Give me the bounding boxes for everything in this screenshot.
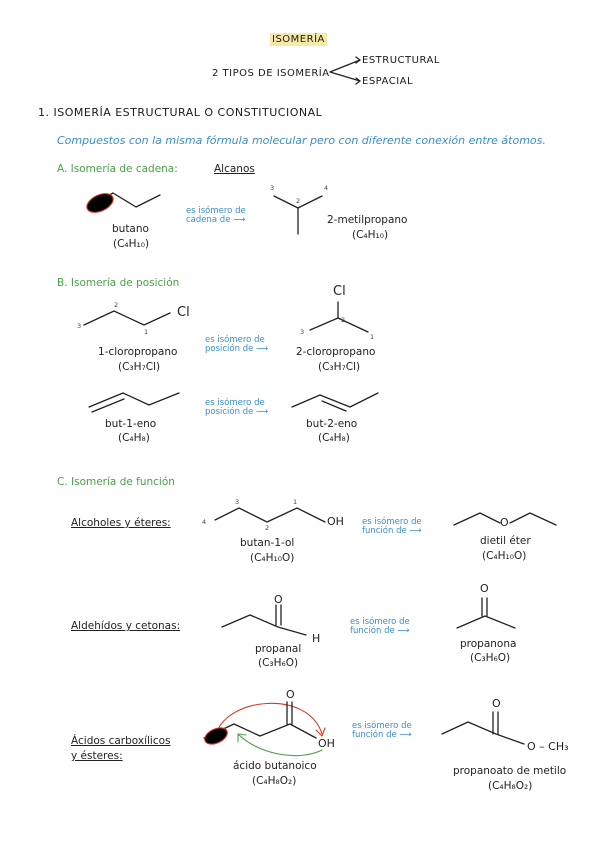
num: 4 [202,518,207,526]
butene1-formula: (C₄H₈) [118,432,150,444]
butane-name: butano [112,223,149,235]
num: 3 [300,328,305,336]
oxygen-label: O [480,582,489,595]
oxygen-label: O [286,688,295,701]
propanal-name: propanal [255,643,302,655]
num: 2 [114,301,119,309]
ester-group-label: O – CH₃ [527,740,569,753]
num: 2 [296,197,301,205]
a-class: Alcanos [214,163,255,175]
section-heading: 1. ISOMERÍA ESTRUCTURAL O CONSTITUCIONAL [38,106,323,119]
oxygen-label: O [274,593,283,606]
butanoic-acid-formula: (C₄H₈O₂) [252,775,297,787]
num: 1 [293,498,298,506]
butanoic-acid-name: ácido butanoico [233,760,317,772]
num: 1 [144,328,149,336]
oxygen-label: O [500,516,509,529]
aldehydes-ketones-label: Aldehídos y cetonas: [71,620,181,632]
definition: Compuestos con la misma fórmula molecular pero con diferente conexión entre átomos. [57,134,546,147]
chloropropane2-name: 2-cloropropano [296,346,376,358]
chloropropane2-formula: (C₃H₇Cl) [318,361,361,373]
num: 3 [235,498,240,506]
hydrogen-label: H [312,632,321,645]
b2-isomer-note: es isómero de posición de ⟶ [205,398,269,417]
butene1-name: but-1-eno [105,418,157,430]
propanone-name: propanona [460,638,517,650]
type-structural: ESTRUCTURAL [362,55,440,66]
a-heading: A. Isomería de cadena: [57,163,178,175]
diethylether-name: dietil éter [480,535,531,547]
propanal-formula: (C₃H₆O) [258,657,299,669]
propanone-formula: (C₃H₆O) [470,652,511,664]
hydroxyl-label: OH [327,515,344,528]
chlorine-label: Cl [177,305,190,320]
oxygen-label: O [492,697,501,710]
num: 4 [324,184,329,192]
c3-isomer-note: es isómero de función de ⟶ [352,721,412,740]
methylpropane-name: 2-metilpropano [327,214,408,226]
hydroxyl-label: OH [318,737,335,750]
acids-esters-label: Ácidos carboxílicos y ésteres: [71,735,171,762]
butanol-formula: (C₄H₁₀O) [250,552,295,564]
num: 3 [77,322,82,330]
num: 2 [265,524,270,532]
isomer-types-label: 2 TIPOS DE ISOMERÍA [212,68,330,79]
chlorine-label: Cl [333,284,346,299]
diethylether-formula: (C₄H₁₀O) [482,550,527,562]
chloropropane1-formula: (C₃H₇Cl) [118,361,161,373]
c2-isomer-note: es isómero de función de ⟶ [350,617,410,636]
a-isomer-note: es isómero de cadena de ⟶ [186,206,246,225]
methyl-propanoate-name: propanoato de metilo [453,765,567,777]
methylpropane-formula: (C₄H₁₀) [352,229,389,241]
methyl-propanoate-formula: (C₄H₈O₂) [488,780,533,792]
butene2-formula: (C₄H₈) [318,432,350,444]
butane-formula: (C₄H₁₀) [113,238,150,250]
alcohols-ethers-label: Alcoholes y éteres: [71,517,171,529]
page-title: ISOMERÍA [272,34,325,45]
type-spatial: ESPACIAL [362,76,414,87]
b-heading: B. Isomería de posición [57,277,180,289]
c-heading: C. Isomería de función [57,476,175,488]
num: 3 [270,184,275,192]
num: 1 [370,333,375,341]
c1-isomer-note: es isómero de función de ⟶ [362,517,422,536]
butene2-name: but-2-eno [306,418,358,430]
b1-isomer-note: es isómero de posición de ⟶ [205,335,269,354]
butanol-name: butan-1-ol [240,537,295,549]
num: 2 [341,316,346,324]
chloropropane1-name: 1-cloropropano [98,346,178,358]
